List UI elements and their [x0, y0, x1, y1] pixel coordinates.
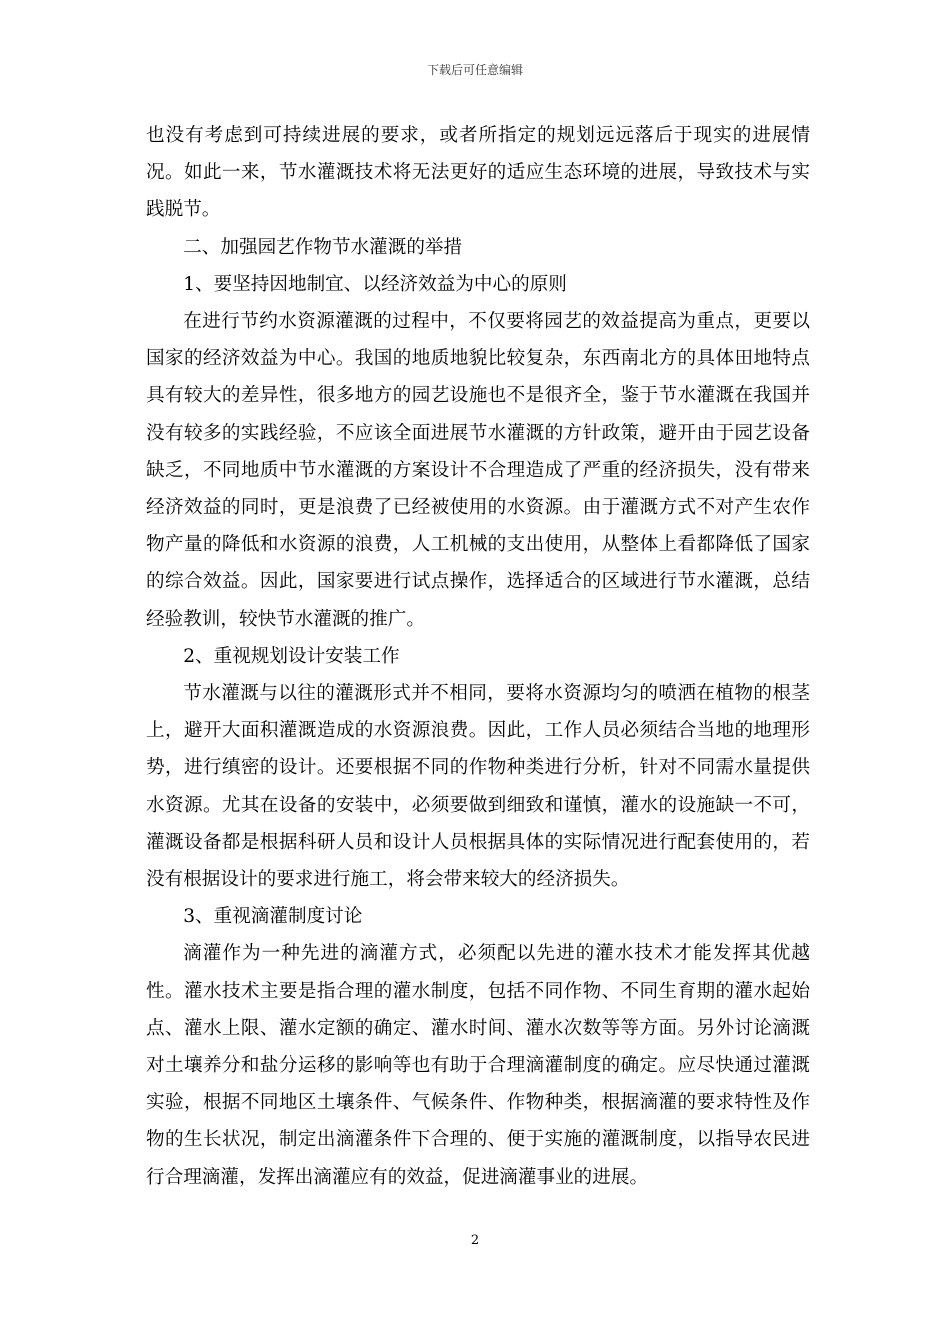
paragraph: 也没有考虑到可持续进展的要求，或者所指定的规划远远落后于现实的进展情况。如此一来，节水灌溉技术将无法更好的适应生态环境的进展，导致技术与实践脱节。: [146, 125, 810, 221]
paragraph: 节水灌溉与以往的灌溉形式并不相同，要将水资源均匀的喷洒在植物的根茎上，避开大面积灌溉造成的水资源浪费。因此，工作人员必须结合当地的地理形势，进行缜密的设计。还要根据不同的作物种类进行分析，针对不同需水量提供水资源。尤其在设备的安装中，必须要做到细致和谨慎，灌水的设施缺一不可，灌溉设备都是根据科研人员和设计人员根据具体的实际情况进行配套使用的，若没有根据设计的要求进行施工，将会带来较大的经济损失。: [146, 683, 810, 891]
paragraph: 滴灌作为一种先进的滴灌方式，必须配以先进的灌水技术才能发挥其优越性。灌水技术主要是指合理的灌水制度，包括不同作物、不同生育期的灌水起始点、灌水上限、灌水定额的确定、灌水时间、灌水次数等等方面。另外讨论滴溉对土壤养分和盐分运移的影响等也有助于合理滴灌制度的确定。应尽快通过灌溉实验，根据不同地区土壤条件、气候条件、作物种类，根据滴灌的要求特性及作物的生长状况，制定出滴灌条件下合理的、便于实施的灌溉制度，以指导农民进行合理滴灌，发挥出滴灌应有的效益，促进滴灌事业的进展。: [146, 943, 810, 1188]
subsection-heading: 3、重视滴灌制度讨论: [183, 906, 363, 928]
paragraph: 在进行节约水资源灌溉的过程中，不仅要将园艺的效益提高为重点，更要以国家的经济效益为中心。我国的地质地貌比较复杂，东西南北方的具体田地特点具有较大的差异性，很多地方的园艺设施也不是很齐全，鉴于节水灌溉在我国并没有较多的实践经验，不应该全面进展节水灌溉的方针政策，避开由于园艺设备缺乏，不同地质中节水灌溉的方案设计不合理造成了严重的经济损失，没有带来经济效益的同时，更是浪费了已经被使用的水资源。由于灌溉方式不对产生农作物产量的降低和水资源的浪费，人工机械的支出使用，从整体上看都降低了国家的综合效益。因此，国家要进行试点操作，选择适合的区域进行节水灌溉，总结经验教训，较快节水灌溉的推广。: [146, 311, 810, 630]
subsection-heading: 2、重视规划设计安装工作: [183, 645, 400, 667]
page-header: 下载后可任意编辑: [426, 63, 523, 77]
subsection-heading: 1、要坚持因地制宜、以经济效益为中心的原则: [183, 273, 567, 295]
page-number: 2: [470, 1233, 480, 1248]
document-body: [146, 117, 810, 1196]
section-heading: 二、加强园艺作物节水灌溉的举措: [183, 236, 463, 258]
